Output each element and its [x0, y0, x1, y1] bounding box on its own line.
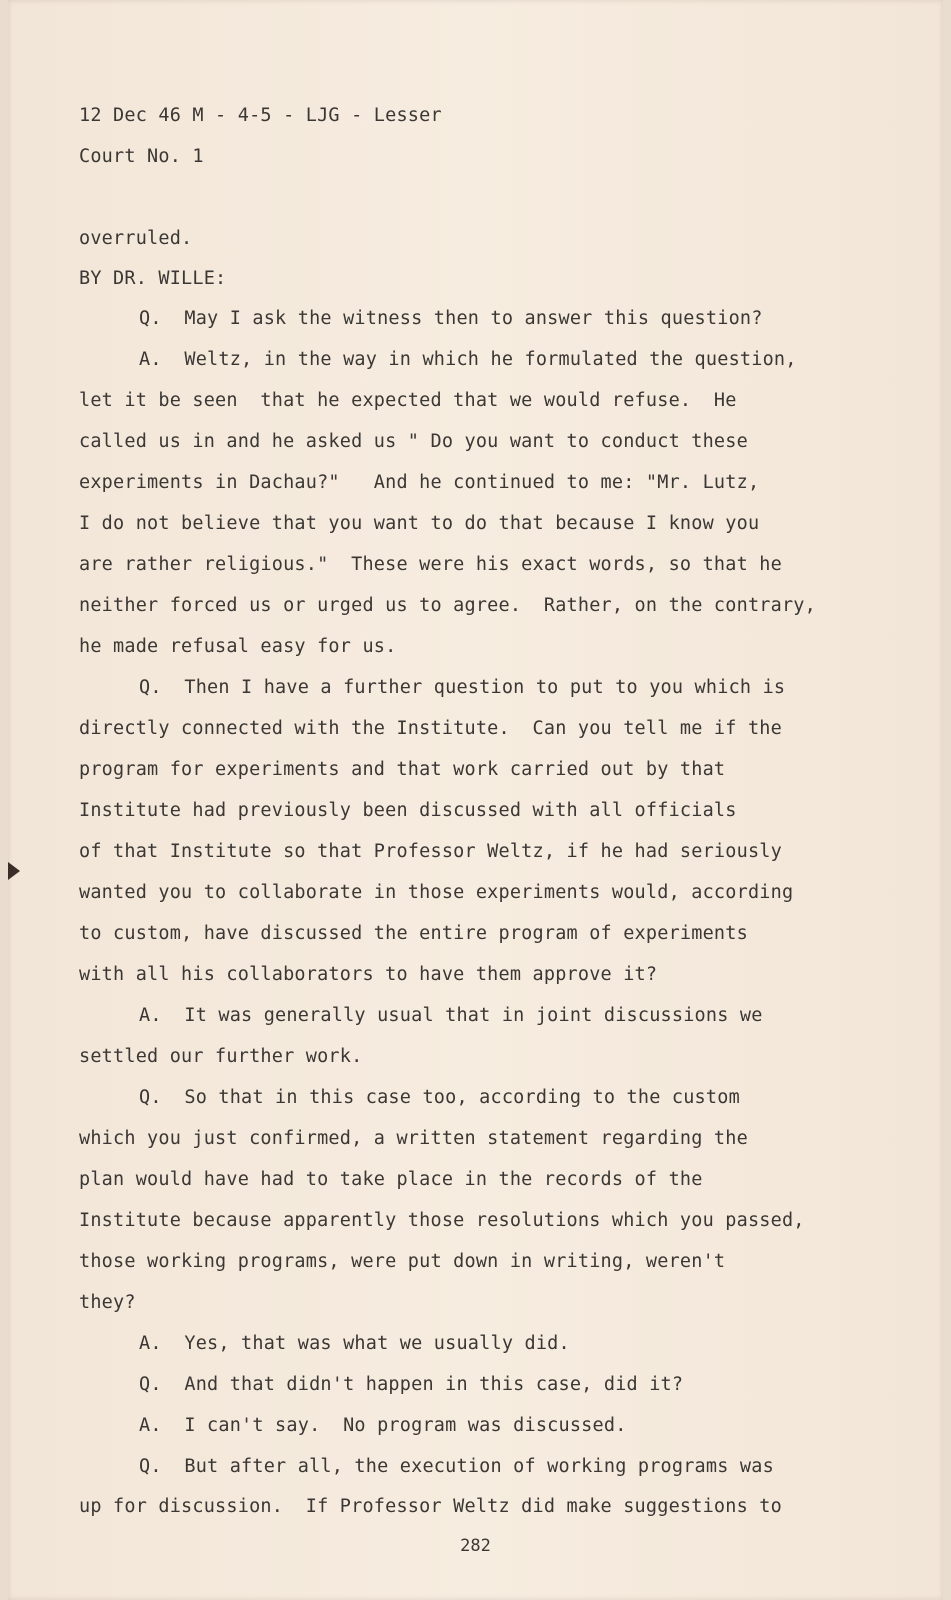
body-line: with all his collaborators to have them approve it? [79, 964, 658, 985]
body-line: of that Institute so that Professor Weltz, if he had seriously [79, 841, 782, 862]
header-line-2: Court No. 1 [79, 146, 204, 167]
body-line: I do not believe that you want to do that because I know you [79, 513, 760, 534]
body-line: Q. May I ask the witness then to answer this question? [139, 308, 763, 329]
body-line: are rather religious." These were his exact words, so that he [79, 554, 782, 575]
body-line: called us in and he asked us " Do you want to conduct these [79, 431, 748, 452]
body-line: Institute had previously been discussed with all officials [79, 800, 737, 821]
body-line: A. Yes, that was what we usually did. [139, 1333, 570, 1354]
page-number: 282 [460, 1536, 491, 1556]
body-line: they? [79, 1292, 136, 1313]
body-line: A. It was generally usual that in joint discussions we [139, 1005, 763, 1026]
body-line: Institute because apparently those resolutions which you passed, [79, 1210, 805, 1231]
body-line: A. Weltz, in the way in which he formulated the question, [139, 349, 797, 370]
body-line: neither forced us or urged us to agree. Rather, on the contrary, [79, 595, 816, 616]
body-line: Q. But after all, the execution of working programs was [139, 1456, 774, 1477]
body-line: those working programs, were put down in writing, weren't [79, 1251, 726, 1272]
body-line: he made refusal easy for us. [79, 636, 397, 657]
header-line-1: 12 Dec 46 M - 4-5 - LJG - Lesser [79, 105, 442, 126]
body-line: directly connected with the Institute. Can you tell me if the [79, 718, 782, 739]
body-line: overruled. [79, 228, 193, 249]
body-line: let it be seen that he expected that we would refuse. He [79, 390, 737, 411]
body-line: program for experiments and that work carried out by that [79, 759, 726, 780]
body-line: experiments in Dachau?" And he continued to me: "Mr. Lutz, [79, 472, 760, 493]
body-line: Q. Then I have a further question to put to you which is [139, 677, 786, 698]
binding-notch [8, 862, 20, 880]
body-line: up for discussion. If Professor Weltz did make suggestions to [79, 1496, 782, 1517]
body-line: wanted you to collaborate in those experiments would, according [79, 882, 794, 903]
body-line: which you just confirmed, a written statement regarding the [79, 1128, 748, 1149]
body-line: settled our further work. [79, 1046, 363, 1067]
body-line: Q. So that in this case too, according to the custom [139, 1087, 740, 1108]
body-line: plan would have had to take place in the records of the [79, 1169, 703, 1190]
body-line: Q. And that didn't happen in this case, did it? [139, 1374, 684, 1395]
body-line: to custom, have discussed the entire program of experiments [79, 923, 748, 944]
document-page [8, 0, 943, 1600]
body-line: BY DR. WILLE: [79, 268, 227, 289]
body-line: A. I can't say. No program was discussed. [139, 1415, 627, 1436]
